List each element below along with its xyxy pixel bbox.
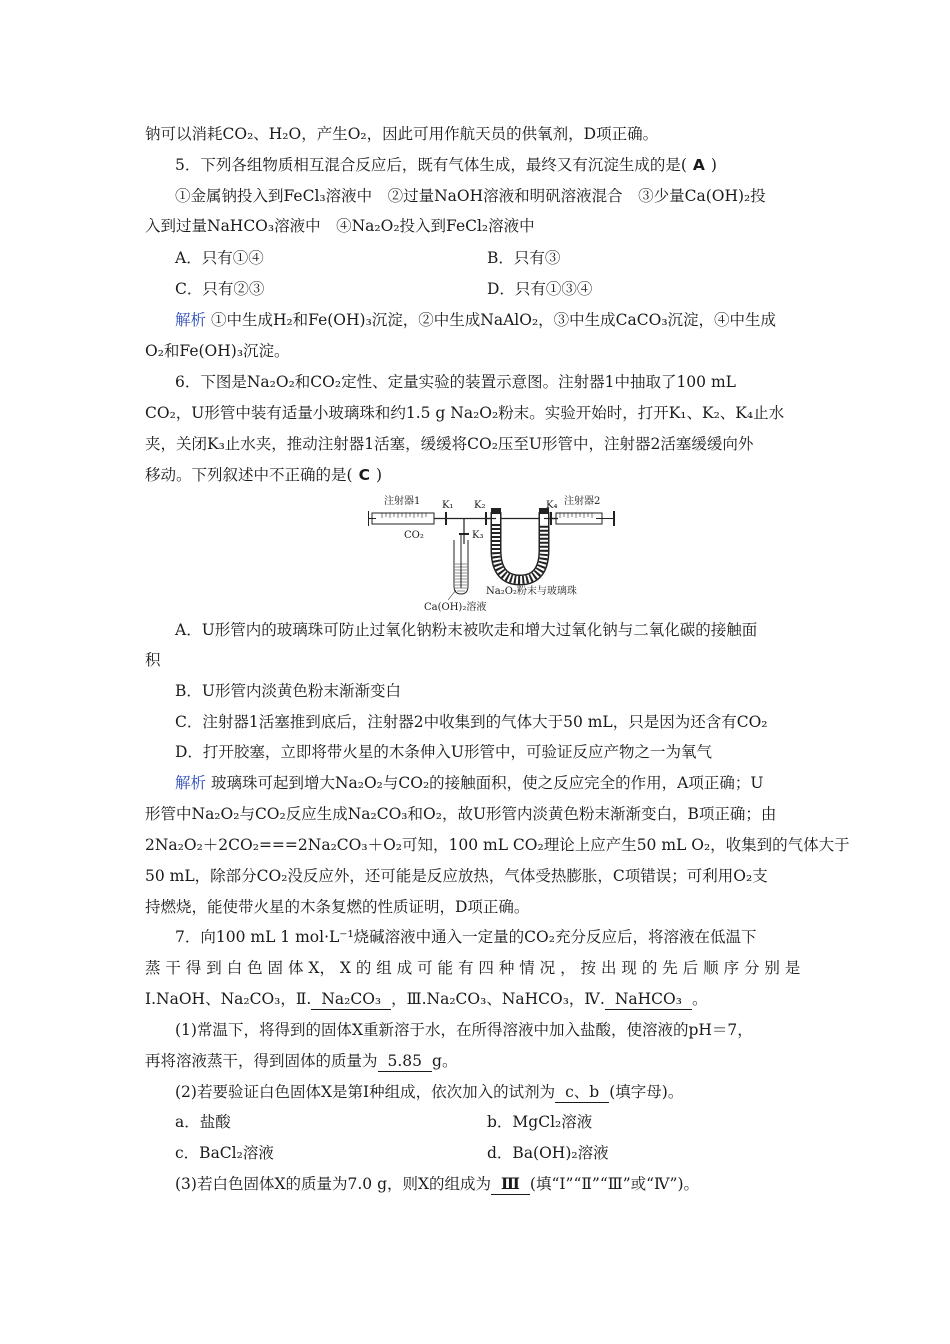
test-tube <box>448 534 468 600</box>
answer-blank-5: Ⅲ <box>491 1174 530 1195</box>
q5-analysis-text: ①中生成H₂和Fe(OH)₃沉淀，②中生成NaAlO₂，③中生成CaCO₃沉淀，④中生成 <box>206 311 777 329</box>
q7-part2 <box>175 1082 683 1103</box>
q7-option-c: c．BaCl₂溶液 <box>175 1144 274 1162</box>
q7-option-d: d．Ba(OH)₂溶液 <box>487 1144 609 1162</box>
answer-blank-3: 5.85 <box>378 1051 433 1072</box>
q7-part2-text-a: (2)若要验证白色固体X是第Ⅰ种组成，依次加入的试剂为 <box>175 1083 556 1101</box>
q7-stem-text-b: ，Ⅲ.Na₂CO₃、NaHCO₃，Ⅳ. <box>391 990 605 1008</box>
analysis-label: 解析 <box>175 774 207 792</box>
q6-close: ) <box>375 466 383 484</box>
label-syringe-1: 注射器1 <box>384 496 421 507</box>
q6-option-b: B．U形管内淡黄色粉末渐渐变白 <box>175 682 401 700</box>
q7-stem-line-2: 蒸 干 得 到 白 色 固 体 X， X 的 组 成 可 能 有 四 种 情 况 ， 按 出 现 的 先 后 顺 序 分 别 是 <box>145 959 801 977</box>
q7-part3 <box>175 1174 699 1195</box>
q7-part1-text-b: g。 <box>432 1052 458 1070</box>
q7-part1-line-1: (1)常温下，将得到的固体X重新溶于水，在所得溶液中加入盐酸，使溶液的pH＝7， <box>175 1021 753 1039</box>
q5-items-line-1: ①金属钠投入到FeCl₃溶液中 ②过量NaOH溶液和明矾溶液混合 ③少量Ca(OH)₂投 <box>175 187 766 205</box>
q6-analysis-line-3: 2Na₂O₂＋2CO₂===2Na₂CO₃＋O₂可知，100 mL CO₂理论上应产生50 mL O₂，收集到的气体大于 <box>145 836 850 854</box>
q6-stem-text: 移动。下列叙述中不正确的是( <box>145 466 353 484</box>
syringe-2 <box>556 511 614 526</box>
label-k1: K₁ <box>442 500 454 511</box>
q5-option-c: C．只有②③ <box>175 280 265 298</box>
apparatus-diagram <box>368 494 616 612</box>
q7-stem-line-3 <box>145 989 707 1010</box>
q5-analysis-line-1 <box>175 310 776 330</box>
q7-part2-text-b: (填字母)。 <box>609 1083 684 1101</box>
label-k2: K₂ <box>474 500 486 511</box>
label-solution: Ca(OH)₂溶液 <box>424 602 487 612</box>
q5-option-b: B．只有③ <box>487 249 561 267</box>
q6-analysis-line-2: 形管中Na₂O₂与CO₂反应生成Na₂CO₃和O₂，故U形管内淡黄色粉末渐渐变白，B项正确；由 <box>145 805 777 823</box>
q7-option-b: b．MgCl₂溶液 <box>487 1113 593 1131</box>
q6-option-c: C．注射器1活塞推到底后，注射器2中收集到的气体大于50 mL，只是因为还含有CO₂ <box>175 713 768 731</box>
q6-option-a-line-2: 积 <box>145 651 161 669</box>
q5-stem-text: 5．下列各组物质相互混合反应后，既有气体生成，最终又有沉淀生成的是( <box>175 156 687 174</box>
q6-analysis-line-5: 持燃烧，能使带火星的木条复燃的性质证明，D项正确。 <box>145 898 530 916</box>
q6-stem-line-3: 夹，关闭K₃止水夹，推动注射器1活塞，缓缓将CO₂压至U形管中，注射器2活塞缓缓向外 <box>145 435 754 453</box>
q6-stem-line-4 <box>145 465 382 485</box>
q7-stem-line-1: 7．向100 mL 1 mol·L⁻¹烧碱溶液中通入一定量的CO₂充分反应后，将溶液在低温下 <box>175 928 757 946</box>
q6-analysis-line-4: 50 mL，除部分CO₂没反应外，还可能是反应放热，气体受热膨胀，C项错误；可利用O₂支 <box>145 867 768 885</box>
syringe-1 <box>368 511 558 526</box>
q7-part3-text-b: (填“Ⅰ”“Ⅱ”“Ⅲ”或“Ⅳ”)。 <box>529 1175 699 1193</box>
q5-option-d: D．只有①③④ <box>487 280 593 298</box>
q6-analysis-text: 玻璃珠可起到增大Na₂O₂与CO₂的接触面积，使之反应完全的作用，A项正确；U <box>206 774 764 792</box>
q6-stem-line-2: CO₂，U形管中装有适量小玻璃珠和约1.5 g Na₂O₂粉末。实验开始时，打开K₁、K₂、K₄止水 <box>145 404 785 422</box>
q5-analysis-line-2: O₂和Fe(OH)₃沉淀。 <box>145 342 290 360</box>
q7-part3-text-a: (3)若白色固体X的质量为7.0 g，则X的组成为 <box>175 1175 492 1193</box>
label-powder: Na₂O₂粉末与玻璃珠 <box>486 586 577 597</box>
q7-part1-line-2 <box>145 1051 457 1072</box>
question-5-stem <box>175 155 717 175</box>
q7-stem-text-c: 。 <box>691 990 708 1008</box>
analysis-label: 解析 <box>175 311 207 329</box>
q7-part1-text-a: 再将溶液蒸干，得到固体的质量为 <box>145 1052 378 1070</box>
q7-option-a: a．盐酸 <box>175 1113 231 1131</box>
q6-analysis-line-1 <box>175 773 763 793</box>
q6-option-a-line-1: A．U形管内的玻璃珠可防止过氧化钠粉末被吹走和增大过氧化钠与二氧化碳的接触面 <box>175 621 758 639</box>
label-co2: CO₂ <box>404 530 424 541</box>
q5-answer: A <box>692 156 705 174</box>
q6-answer: C <box>358 466 370 484</box>
q6-stem-line-1: 6．下图是Na₂O₂和CO₂定性、定量实验的装置示意图。注射器1中抽取了100 mL <box>175 373 736 391</box>
q5-items-line-2: 入到过量NaHCO₃溶液中 ④Na₂O₂投入到FeCl₂溶液中 <box>145 217 535 235</box>
answer-blank-2: NaHCO₃ <box>605 989 692 1010</box>
label-k4: K₄ <box>546 500 558 511</box>
label-k3: K₃ <box>472 530 484 541</box>
q6-option-d: D．打开胶塞，立即将带火星的木条伸入U形管中，可验证反应产物之一为氧气 <box>175 743 712 761</box>
answer-blank-4: c、b <box>555 1082 609 1103</box>
text-line: 钠可以消耗CO₂、H₂O，产生O₂，因此可用作航天员的供氧剂，D项正确。 <box>145 125 659 143</box>
answer-blank-1: Na₂CO₃ <box>311 989 391 1010</box>
label-syringe-2: 注射器2 <box>564 496 601 507</box>
q5-close: ) <box>710 156 717 174</box>
q7-stem-text-a: Ⅰ.NaOH、Na₂CO₃，Ⅱ. <box>145 990 312 1008</box>
q5-option-a: A．只有①④ <box>175 249 264 267</box>
